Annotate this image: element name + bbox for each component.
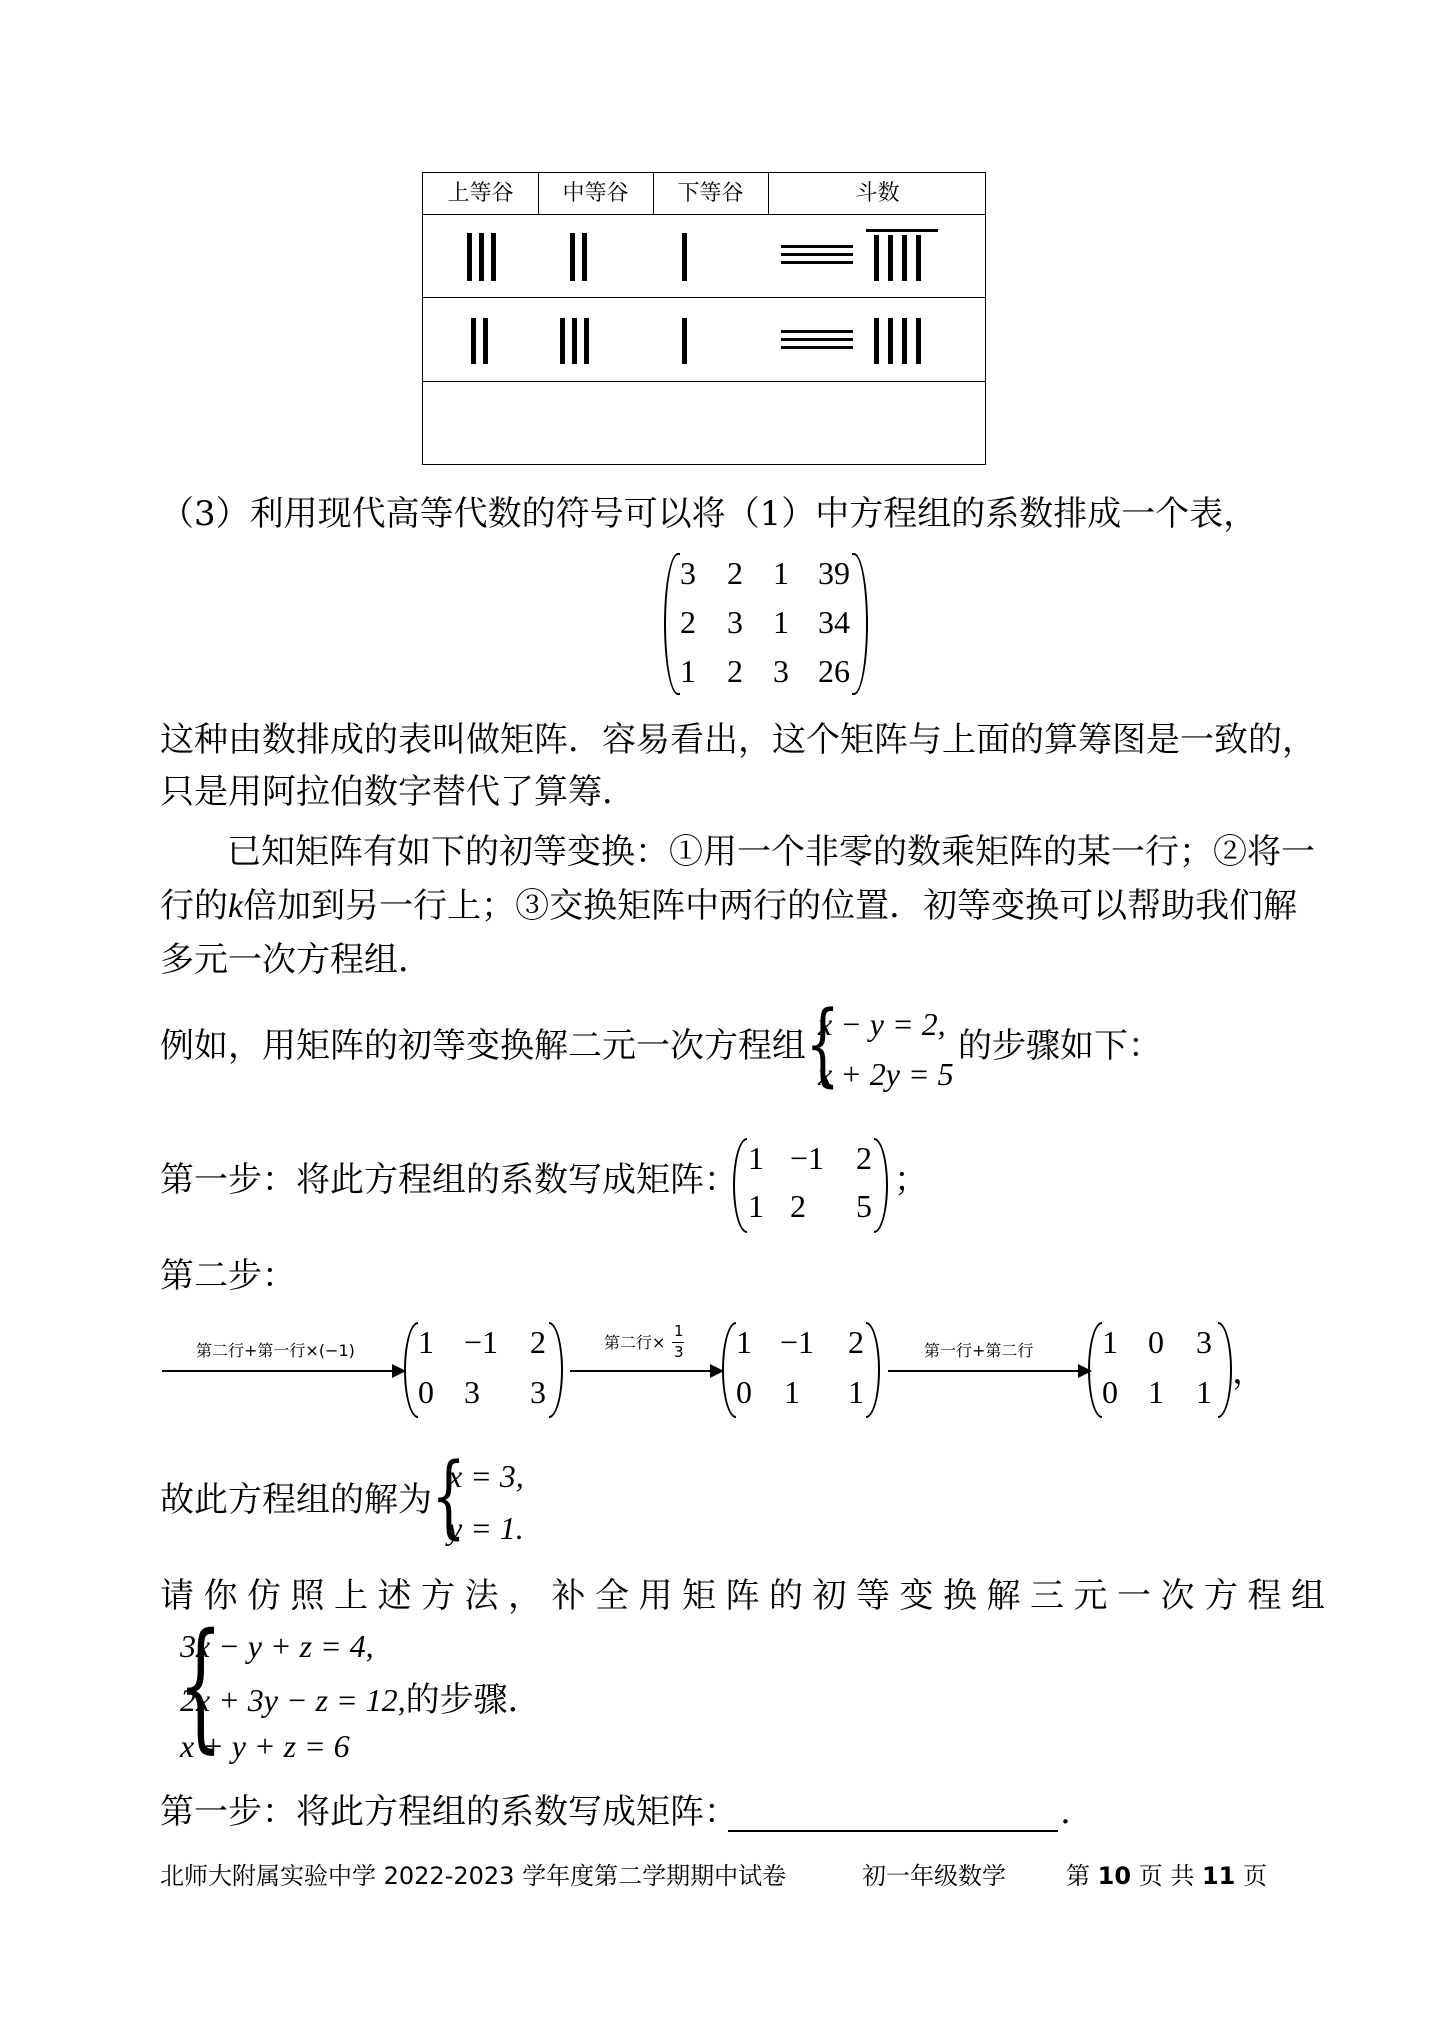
header-lower-grain: 下等谷 [677,181,744,206]
example-eq-1: x − y = 2, [818,1006,946,1042]
solution-y: y = 1. [448,1510,524,1546]
solution-lead: 故此方程组的解为 [160,1480,432,1520]
counting-rods-table [422,172,986,465]
footer-page: 第 10 页 共 11 页 [1066,1862,1268,1890]
step1-end: ； [894,1160,928,1200]
footer-subject: 初一年级数学 [862,1862,1006,1890]
example-system-brace: { [805,992,840,1097]
task-eq-3: x + y + z = 6 [180,1728,350,1764]
ops-line-3: 多元一次方程组． [160,940,432,980]
solution-brace: { [431,1444,466,1549]
ops-line-1: 已知矩阵有如下的初等变换：①用一个非零的数乘矩阵的某一行；②将一 [227,832,1315,872]
footer-school: 北师大附属实验中学 2022-2023 学年度第二学期期中试卷 [160,1862,787,1890]
task-step1-end: . [1060,1792,1071,1832]
explain-line-2: 只是用阿拉伯数字替代了算筹． [160,772,636,812]
example-eq-2: x + 2y = 5 [818,1056,954,1092]
header-middle-grain: 中等谷 [562,181,629,206]
task-line-1: 请你仿照上述方法，补全用矩阵的初等变换解三元一次方程组 [160,1576,1335,1616]
task-step1-label: 第一步：将此方程组的系数写成矩阵： [160,1792,738,1832]
task-system-brace: { [178,1604,223,1767]
answer-blank[interactable] [728,1830,1058,1832]
header-dou-count: 斗数 [855,181,900,206]
example-tail: 的步骤如下： [958,1026,1162,1066]
example-step1-label: 第一步：将此方程组的系数写成矩阵： [160,1160,738,1200]
ops-line-2: 行的k倍加到另一行上；③交换矩阵中两行的位置．初等变换可以帮助我们解 [160,886,1298,926]
header-upper-grain: 上等谷 [447,181,514,206]
task-eq-2: 2x + 3y − z = 12,的步骤． [180,1680,542,1720]
solution-x: x = 3, [448,1458,524,1494]
task-eq-1: 3x − y + z = 4, [180,1628,374,1664]
part3-intro: （3）利用现代高等代数的符号可以将（1）中方程组的系数排成一个表， [160,494,1258,534]
example-step2-label: 第二步： [160,1256,296,1296]
explain-line-1: 这种由数排成的表叫做矩阵．容易看出，这个矩阵与上面的算筹图是一致的， [160,720,1316,760]
example-lead: 例如，用矩阵的初等变换解二元一次方程组 [160,1026,806,1066]
chain-end: ， [1232,1352,1266,1392]
